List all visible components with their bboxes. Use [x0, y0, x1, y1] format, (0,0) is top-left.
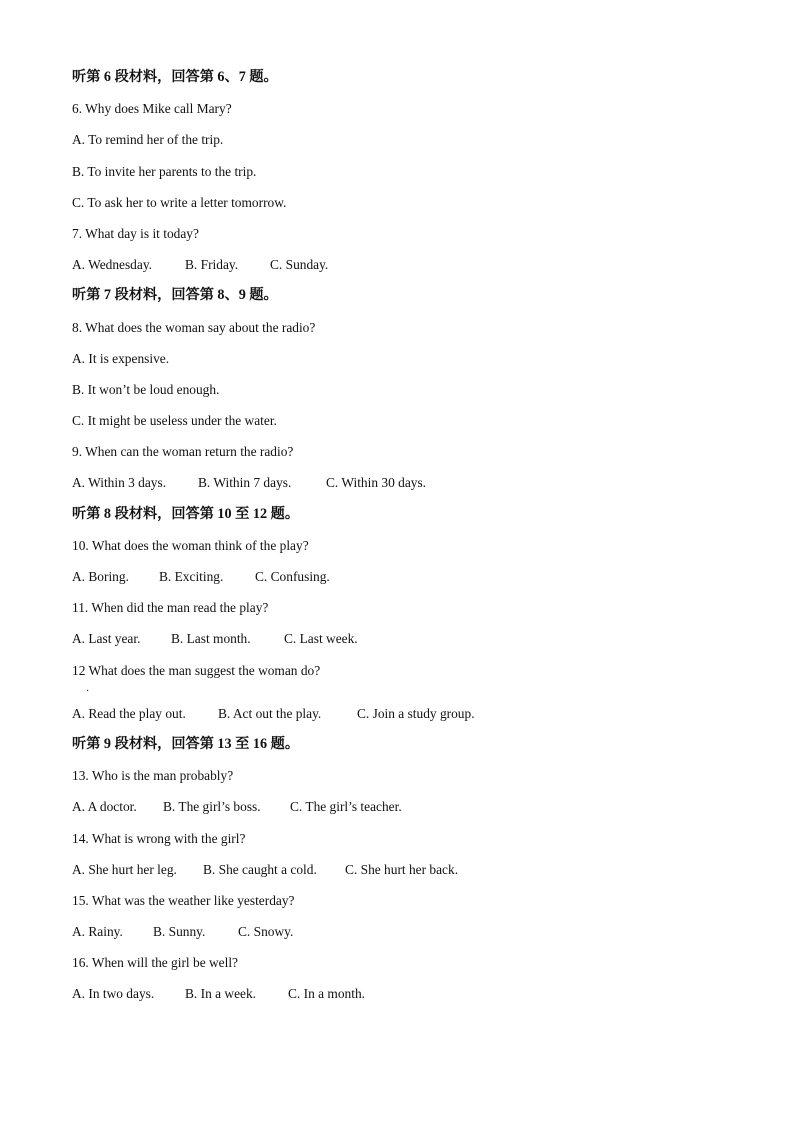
question-9-option-c: C. Within 30 days. [326, 475, 427, 491]
question-10-option-b: B. Exciting. [159, 569, 224, 584]
question-15: 15. What was the weather like yesterday? [72, 892, 295, 908]
question-11-options [72, 623, 732, 654]
question-9-option-b: B. Within 7 days. [198, 475, 292, 491]
question-6: 6. Why does Mike call Mary? [72, 101, 232, 117]
question-12: 12 What does the man suggest the woman do? [72, 662, 321, 678]
question-13-option-c: C. The girl’s teacher. [290, 799, 402, 815]
question-7-option-a: A. Wednesday. [72, 257, 152, 273]
question-15-option-a: A. Rainy. [72, 924, 123, 940]
question-15-options [72, 916, 732, 947]
section-heading-8: 听第 8 段材料，回答第 10 至 12 题。 [72, 505, 300, 522]
section-heading-6: 听第 6 段材料，回答第 6、7 题。 [72, 69, 278, 85]
question-11-option-b: B. Last month. [171, 631, 251, 647]
question-16-options [72, 978, 732, 1009]
question-6-option-b: B. To invite her parents to the trip. [72, 163, 257, 179]
exam-page [72, 62, 732, 1010]
question-7-options [72, 249, 732, 280]
question-15-option-b: B. Sunny. [153, 924, 206, 940]
question-10: 10. What does the woman think of the play? [72, 537, 309, 553]
question-10-option-a: A. Boring. [72, 569, 129, 584]
question-12-option-a: A. Read the play out. [72, 705, 186, 721]
question-6-option-a: A. To remind her of the trip. [72, 132, 224, 148]
question-11: 11. When did the man read the play? [72, 600, 269, 616]
question-16-option-b: B. In a week. [185, 986, 257, 1002]
question-14-options [72, 854, 732, 885]
question-12-option-c: C. Join a study group. [357, 705, 475, 721]
question-13-option-a: A. A doctor. [72, 799, 137, 815]
question-13-options [72, 791, 732, 822]
question-8-option-c: C. It might be useless under the water. [72, 413, 277, 429]
question-7-option-c: C. Sunday. [270, 257, 329, 273]
question-14-option-a: A. She hurt her leg. [72, 861, 177, 877]
question-11-option-c: C. Last week. [284, 631, 358, 647]
question-16: 16. When will the girl be well? [72, 955, 238, 971]
question-14-option-b: B. She caught a cold. [203, 861, 317, 877]
question-8: 8. What does the woman say about the radio? [72, 319, 316, 335]
question-16-option-c: C. In a month. [288, 986, 365, 1002]
question-11-option-a: A. Last year. [72, 631, 141, 647]
stray-dot-mark: · [86, 685, 90, 697]
question-14-option-c: C. She hurt her back. [345, 861, 459, 877]
question-13-option-b: B. The girl’s boss. [163, 799, 261, 815]
question-9: 9. When can the woman return the radio? [72, 444, 294, 460]
question-15-option-c: C. Snowy. [238, 924, 294, 940]
question-12-options [72, 698, 732, 729]
question-7: 7. What day is it today? [72, 225, 199, 241]
section-heading-9: 听第 9 段材料，回答第 13 至 16 题。 [72, 735, 300, 752]
question-6-option-c: C. To ask her to write a letter tomorrow. [72, 194, 287, 210]
question-16-option-a: A. In two days. [72, 986, 155, 1002]
section-heading-7: 听第 7 段材料，回答第 8、9 题。 [72, 287, 278, 304]
question-10-option-c: C. Confusing. [255, 569, 330, 584]
question-13: 13. Who is the man probably? [72, 768, 234, 784]
question-8-option-a: A. It is expensive. [72, 350, 170, 366]
question-10-options [72, 561, 732, 592]
question-14: 14. What is wrong with the girl? [72, 830, 246, 846]
question-8-option-b: B. It won’t be loud enough. [72, 381, 220, 397]
question-9-option-a: A. Within 3 days. [72, 475, 167, 491]
question-12-option-b: B. Act out the play. [218, 705, 322, 721]
question-9-options [72, 467, 732, 498]
question-7-option-b: B. Friday. [185, 257, 239, 273]
